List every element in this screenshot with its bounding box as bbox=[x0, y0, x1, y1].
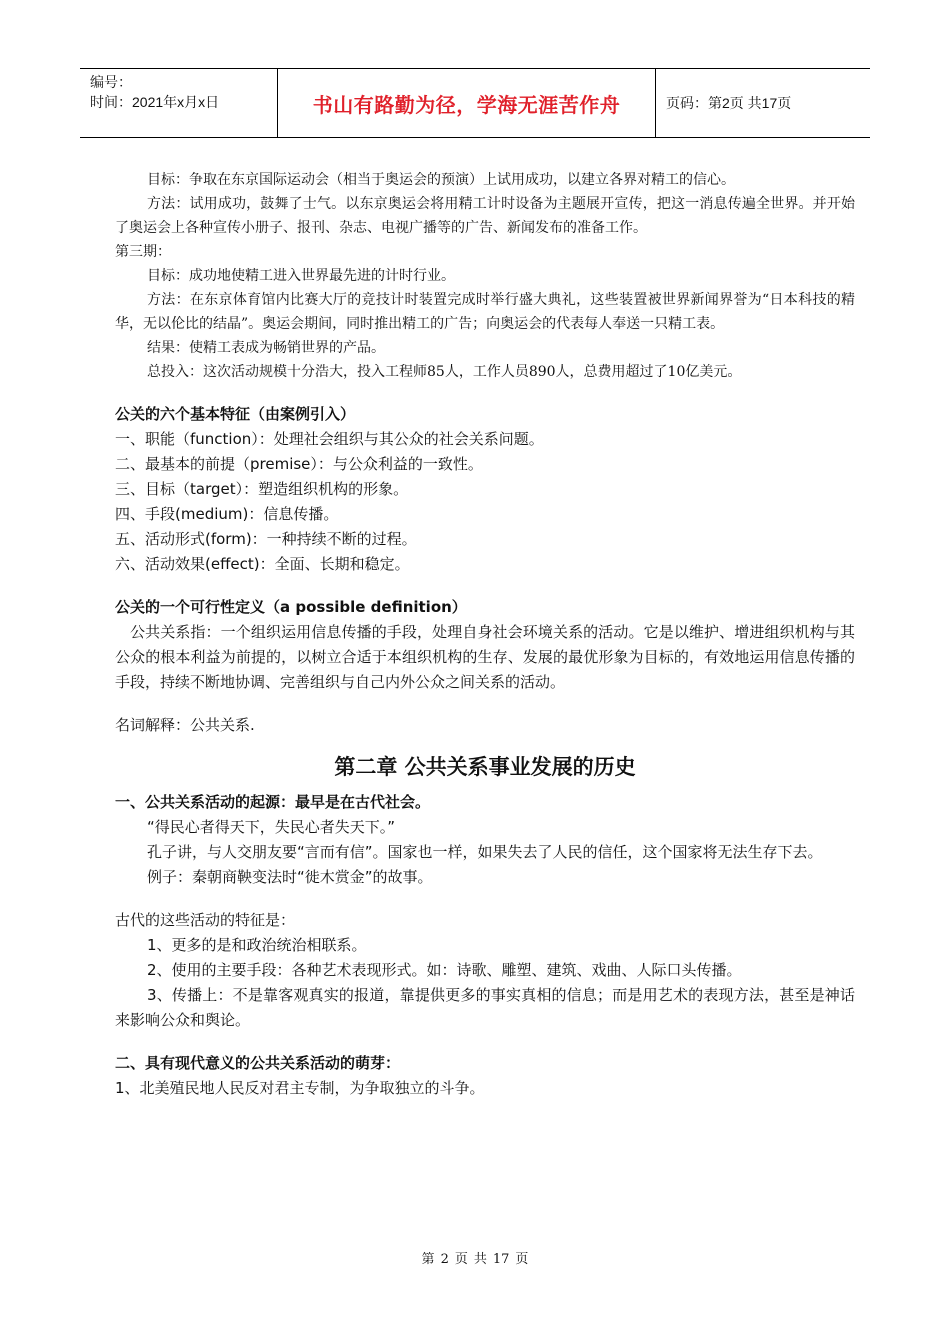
time-label: 时间：2021年x月x日 bbox=[90, 94, 220, 110]
paragraph-result: 结果：使精工表成为畅销世界的产品。 bbox=[147, 340, 385, 356]
feature-item: 二、最基本的前提（premise）：与公众利益的一致性。 bbox=[115, 455, 483, 473]
section-1-title: 一、公共关系活动的起源：最早是在古代社会。 bbox=[115, 793, 431, 811]
paragraph-method-1: 方法：试用成功，鼓舞了士气。以东京奥运会将用精工计时设备为主题展开宣传，把这一消息传遍全世界。并开始了奥运会上各种宣传小册子、报刊、杂志、电视广播等的广告、新闻发布的准备工作。 bbox=[115, 196, 855, 236]
feature-item: 一、职能（function）：处理社会组织与其公众的社会关系问题。 bbox=[115, 430, 544, 448]
footer-ye: 页 bbox=[454, 1252, 468, 1267]
chapter-title: 第二章 公共关系事业发展的历史 bbox=[334, 755, 636, 779]
section-2-item: 1、北美殖民地人民反对君主专制，为争取独立的斗争。 bbox=[115, 1079, 485, 1097]
feature-item: 三、目标（target）：塑造组织机构的形象。 bbox=[115, 480, 409, 498]
footer-total-pages: 17 bbox=[492, 1252, 510, 1267]
term-explanation: 名词解释：公共关系. bbox=[115, 716, 255, 734]
example-paragraph: 例子：秦朝商鞅变法时“徙木赏金”的故事。 bbox=[147, 868, 433, 886]
quote: “得民心者得天下，失民心者失天下。” bbox=[147, 818, 396, 836]
header-page-info: 页码：第2页 共17页 bbox=[666, 95, 792, 111]
confucius-paragraph: 孔子讲，与人交朋友要“言而有信”。国家也一样，如果失去了人民的信任，这个国家将无法生存下去。 bbox=[147, 843, 823, 861]
paragraph-investment: 总投入：这次活动规模十分浩大，投入工程师85人，工作人员890人，总费用超过了10亿美元。 bbox=[147, 364, 742, 380]
paragraph-goal-1: 目标：争取在东京国际运动会（相当于奥运会的预演）上试用成功，以建立各界对精工的信心。 bbox=[147, 172, 735, 188]
definition-title: 公关的一个可行性定义（a possible definition） bbox=[115, 598, 467, 616]
feature-item: 五、活动形式(form)：一种持续不断的过程。 bbox=[115, 530, 417, 548]
feature-item: 四、手段(medium)：信息传播。 bbox=[115, 505, 339, 523]
paragraph-goal-3: 目标：成功地使精工进入世界最先进的计时行业。 bbox=[147, 268, 455, 284]
header-motto: 书山有路勤为径，学海无涯苦作舟 bbox=[278, 69, 656, 137]
footer-di: 第 bbox=[421, 1252, 435, 1267]
paragraph-method-3: 方法：在东京体育馆内比赛大厅的竞技计时装置完成时举行盛大典礼，这些装置被世界新闻界誉为“日本科技的精华，无以伦比的结晶”。奥运会期间，同时推出精工的广告；向奥运会的代表每人奉送一只精工表。 bbox=[115, 292, 855, 332]
document-body bbox=[115, 168, 855, 1101]
ancient-item: 3、传播上：不是靠客观真实的报道，靠提供更多的事实真相的信息；而是用艺术的表现方法，甚至是神话来影响公众和舆论。 bbox=[115, 986, 855, 1029]
feature-item: 六、活动效果(effect)：全面、长期和稳定。 bbox=[115, 555, 410, 573]
definition-text: 公共关系指：一个组织运用信息传播的手段，处理自身社会环境关系的活动。它是以维护、增进组织机构与其公众的根本利益为前提的，以树立合适于本组织机构的生存、发展的最优形象为目标的，有效地运用信息传播的手段，持续不断地协调、完善组织与自己内外公众之间关系的活动。 bbox=[115, 623, 855, 691]
ancient-item: 1、更多的是和政治统治相联系。 bbox=[147, 936, 367, 954]
page-footer bbox=[0, 1248, 950, 1267]
section-2-title: 二、具有现代意义的公共关系活动的萌芽： bbox=[115, 1054, 401, 1072]
ancient-intro: 古代的这些活动的特征是： bbox=[115, 911, 296, 929]
page-header bbox=[80, 68, 870, 138]
footer-ye-2: 页 bbox=[515, 1252, 529, 1267]
code-label: 编号： bbox=[90, 74, 132, 90]
features-title: 公关的六个基本特征（由案例引入） bbox=[115, 405, 356, 423]
header-meta bbox=[80, 69, 278, 137]
ancient-item: 2、使用的主要手段：各种艺术表现形式。如：诗歌、雕塑、建筑、戏曲、人际口头传播。 bbox=[147, 961, 742, 979]
footer-page-number: 2 bbox=[440, 1252, 449, 1267]
phase-3-label: 第三期： bbox=[115, 244, 171, 260]
footer-gong: 共 bbox=[473, 1252, 487, 1267]
